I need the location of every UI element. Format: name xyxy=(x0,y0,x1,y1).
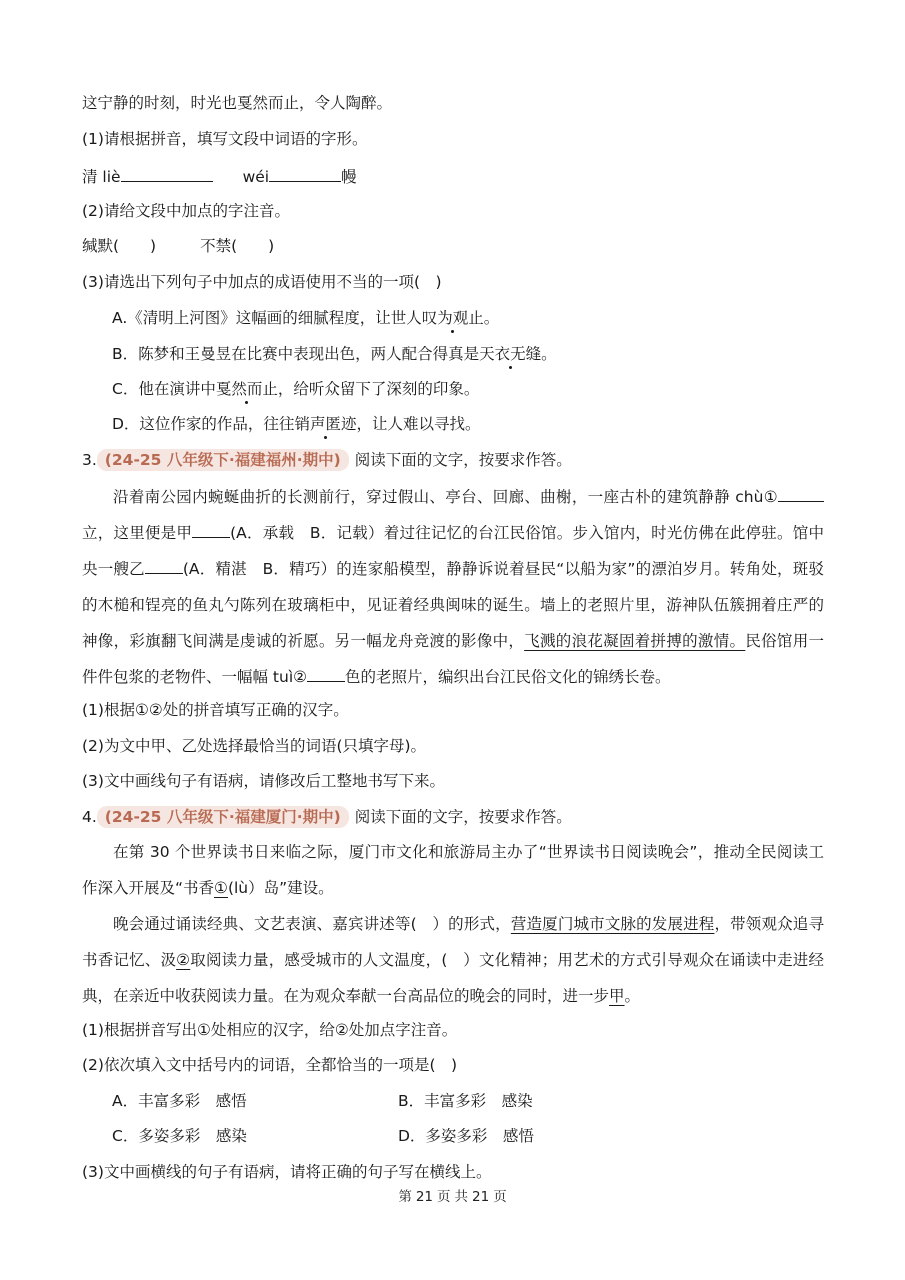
option-text: B．陈梦和王曼昱在比赛中表现出色，两人配合得真是 xyxy=(112,345,480,363)
q3-sub3: (3)文中画线句子有语病，请修改后工整地书写下来。 xyxy=(82,772,445,790)
q3-sub2: (2)为文中甲、乙处选择最恰当的词语(只填字母)。 xyxy=(82,737,427,755)
question-number: 3. xyxy=(82,451,97,469)
passage-text: 沿着南公园内蜿蜒曲折的长测前行，穿过假山、亭台、回廊、曲榭，一座古朴的建筑静静 chù① xyxy=(113,488,778,506)
q3-sub1: (1)根据①②处的拼音填写正确的汉字。 xyxy=(82,701,349,719)
intro-line: 这宁静的时刻，时光也戛然而止，令人陶醉。 xyxy=(82,94,393,112)
footer-text: 共 xyxy=(454,1189,468,1205)
option-text: 。 xyxy=(483,309,500,327)
option-a xyxy=(112,307,499,329)
passage-text: 色的老照片，编织出台江民俗文化的锦绣长卷。 xyxy=(345,668,671,686)
q3-header xyxy=(82,449,572,471)
passage-text: (A．承载 B．记载）着过往记忆的台江民俗馆。步入馆内，时光仿佛在此停驻。馆中央一艘乙 xyxy=(82,524,824,578)
passage-text: 取阅读力量，感受城市的人文温度，( ）文化精神；用艺术的方式引导观众在诵读中走进经典，在亲近中收获阅读力量。在为观众奉献一台高品位的晚会的同时，进一步 xyxy=(82,951,824,1005)
q2-sub1: (1)请根据拼音，填写文段中词语的字形。 xyxy=(82,130,368,148)
q4-sub3: (3)文中画横线的句子有语病，请将正确的句子写在横线上。 xyxy=(82,1163,492,1181)
answer-blank-2[interactable] xyxy=(269,164,341,182)
current-page-number: 21 xyxy=(415,1189,433,1205)
blank2-suffix: 幔 xyxy=(341,168,357,186)
source-badge: (24-25 八年级下·福建厦门·期中) xyxy=(97,806,349,828)
footer-text: 页 xyxy=(437,1189,451,1205)
option-b xyxy=(112,343,557,365)
zhuyin-item-1: 缄默( ) xyxy=(82,237,157,255)
dotted-idiom: 叹为观止 xyxy=(421,309,484,327)
question-instruction: 阅读下面的文字，按要求作答。 xyxy=(354,451,572,469)
passage-text: 民俗馆用一件件包浆的老物件、一幅幅 tuì② xyxy=(82,632,824,686)
option-text: D．这位作家的作品，往往 xyxy=(112,415,295,433)
zhuyin-item-2: 不禁( ) xyxy=(200,237,275,255)
q2-zhuyin-row xyxy=(82,235,274,257)
option-c xyxy=(112,378,479,400)
option-text: ，让人难以寻找。 xyxy=(356,415,481,433)
q2-sub3: (3)请选出下列句子中加点的成语使用不当的一项( ) xyxy=(82,273,442,291)
passage-text: 立，这里便是甲 xyxy=(82,524,193,542)
blank1-prefix: 清 liè xyxy=(82,168,121,186)
q4-sub1: (1)根据拼音写出①处相应的汉字，给②处加点字注音。 xyxy=(82,1021,458,1039)
dotted-idiom: 戛然而止 xyxy=(215,380,278,398)
passage-text: 在第 30 个世界读书日来临之际，厦门市文化和旅游局主办了“世界读书日阅读晚会”，推动全民阅读工作深入开展及“书香 xyxy=(82,843,824,897)
blank-mark-1: ① xyxy=(214,879,228,897)
q4-paragraph-2 xyxy=(82,906,824,1014)
answer-blank[interactable] xyxy=(778,484,824,502)
q2-sub2: (2)请给文段中加点的字注音。 xyxy=(82,202,290,220)
q4-option-b: B．丰富多彩 感染 xyxy=(398,1092,533,1110)
option-text: C．他在演讲中 xyxy=(112,380,216,398)
passage-text: ，带领观众追寻书香记忆、汲 xyxy=(82,915,824,969)
answer-blank-1[interactable] xyxy=(121,164,213,182)
answer-blank[interactable] xyxy=(307,664,345,682)
q3-passage xyxy=(82,479,824,695)
q4-option-c: C．多姿多彩 感染 xyxy=(112,1127,247,1145)
blank-mark-2: ② xyxy=(176,951,191,969)
dotted-idiom: 天衣无缝 xyxy=(479,345,542,363)
footer-text: 页 xyxy=(493,1189,507,1205)
underlined-sentence: 飞溅的浪花凝固着拼搏的激情。 xyxy=(524,632,746,650)
q2-blank-row xyxy=(82,164,357,188)
answer-blank[interactable] xyxy=(145,556,183,574)
option-text: A.《清明上河图》这幅画的细腻程度，让世人 xyxy=(112,309,422,327)
option-text: 。 xyxy=(541,345,557,363)
q4-option-d: D．多姿多彩 感悟 xyxy=(398,1127,534,1145)
q4-paragraph-1 xyxy=(82,834,824,906)
question-number: 4. xyxy=(82,808,97,826)
q4-sub2: (2)依次填入文中括号内的词语，全都恰当的一项是( ) xyxy=(82,1056,458,1074)
underlined-sentence: 营造厦门城市文脉的发展进程 xyxy=(510,915,715,933)
page-footer xyxy=(0,1188,905,1206)
answer-blank[interactable] xyxy=(192,520,230,538)
passage-text: (A．精湛 B．精巧）的连家船模型，静静诉说着昼民“以船为家”的漂泊岁月。转角处，斑驳的木槌和锃亮的鱼丸勺陈列在玻璃柜中，见证着经典闽味的诞生。墙上的老照片里，游神队伍簇拥着庄严的神像，彩旗翻飞间满是虔诚的祈愿。另一幅龙舟竞渡的影像中， xyxy=(82,560,824,650)
passage-text: (lù）岛”建设。 xyxy=(227,879,334,897)
q4-header xyxy=(82,806,572,828)
q4-option-a: A．丰富多彩 感悟 xyxy=(112,1092,247,1110)
blank-mark-jia: 甲 xyxy=(609,987,625,1005)
total-pages: 21 xyxy=(472,1189,490,1205)
option-text: ，给听众留下了深刻的印象。 xyxy=(277,380,480,398)
footer-text: 第 xyxy=(398,1189,412,1205)
dotted-idiom: 销声匿迹 xyxy=(294,415,357,433)
source-badge: (24-25 八年级下·福建福州·期中) xyxy=(97,449,349,471)
question-instruction: 阅读下面的文字，按要求作答。 xyxy=(354,808,572,826)
blank2-prefix: wéi xyxy=(242,168,270,186)
passage-text: 晚会通过诵读经典、文艺表演、嘉宾讲述等( ）的形式， xyxy=(113,915,511,933)
option-d xyxy=(112,413,480,435)
passage-text: 。 xyxy=(624,987,641,1005)
